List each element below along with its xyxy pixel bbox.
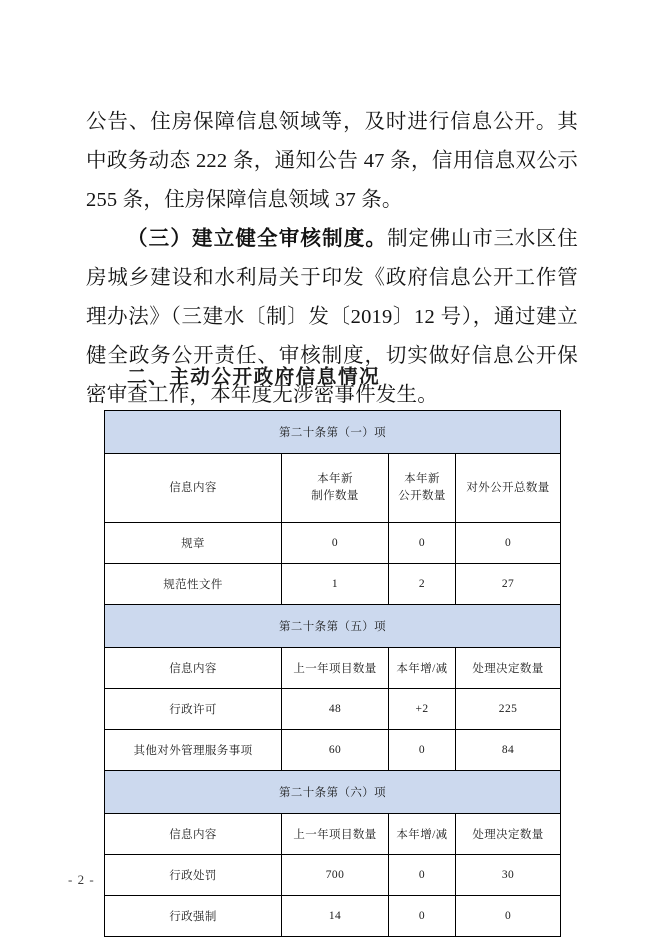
column-header: 处理决定数量 (456, 814, 561, 855)
row-value: 0 (389, 855, 456, 896)
section-title: 第二十条第（六）项 (105, 771, 561, 814)
row-value: 84 (456, 730, 561, 771)
paragraph-info-disclosure (86, 103, 578, 220)
table-row (105, 855, 561, 896)
gov-info-table (104, 410, 561, 937)
section-title: 第二十条第（一）项 (105, 411, 561, 454)
row-value: 48 (282, 689, 389, 730)
table-section-header-row (105, 771, 561, 814)
column-header: 上一年项目数量 (282, 814, 389, 855)
row-value: 0 (456, 896, 561, 937)
row-label: 其他对外管理服务事项 (105, 730, 282, 771)
table-body (105, 411, 561, 937)
row-value: 0 (389, 523, 456, 564)
row-value: 0 (389, 896, 456, 937)
paragraph-text: 公告、住房保障信息领域等，及时进行信息公开。其中政务动态 222 条，通知公告 47 条，信用信息双公示 255 条，住房保障信息领域 37 条。 (86, 111, 578, 211)
row-label: 行政处罚 (105, 855, 282, 896)
column-header-line2: 公开数量 (398, 490, 446, 502)
column-header: 本年增/减 (389, 648, 456, 689)
table-column-header-row (105, 814, 561, 855)
column-header: 上一年项目数量 (282, 648, 389, 689)
column-header-line1: 本年新 (404, 473, 440, 485)
row-value: 14 (282, 896, 389, 937)
paragraph-lead: （三）建立健全审核制度。 (127, 228, 388, 250)
row-value: 30 (456, 855, 561, 896)
column-header (105, 454, 282, 523)
row-value: +2 (389, 689, 456, 730)
row-value: 60 (282, 730, 389, 771)
column-header (282, 454, 389, 523)
column-header-line1: 本年新 (317, 473, 353, 485)
row-value: 0 (282, 523, 389, 564)
row-label: 行政许可 (105, 689, 282, 730)
section-heading: 二、主动公开政府信息情况 (127, 366, 381, 388)
table-column-header-row (105, 648, 561, 689)
column-header-line1: 对外公开总数量 (466, 481, 550, 494)
table-row (105, 689, 561, 730)
row-value: 27 (456, 564, 561, 605)
column-header: 信息内容 (105, 814, 282, 855)
table-section-header-row (105, 605, 561, 648)
row-label: 行政强制 (105, 896, 282, 937)
table-section-header-row (105, 411, 561, 454)
row-label: 规范性文件 (105, 564, 282, 605)
column-header: 处理决定数量 (456, 648, 561, 689)
column-header (389, 454, 456, 523)
gov-info-table-wrap (104, 410, 560, 937)
column-header (456, 454, 561, 523)
table-column-header-row (105, 454, 561, 523)
table-row (105, 523, 561, 564)
column-header: 本年增/减 (389, 814, 456, 855)
column-header-line2: 制作数量 (311, 490, 359, 502)
row-label: 规章 (105, 523, 282, 564)
row-value: 700 (282, 855, 389, 896)
paragraph-text: 制定佛山市三水区住房城乡建设和水利局关于印发《政府信息公开工作管理办法》（三建水〔制〕发〔2019〕12 号），通过建立健全政务公开责任、审核制度，切实做好信息公开保密审查工作，本年度无涉密事件发生。 (86, 228, 578, 406)
column-header: 信息内容 (105, 648, 282, 689)
section-title: 第二十条第（五）项 (105, 605, 561, 648)
row-value: 0 (456, 523, 561, 564)
row-value: 1 (282, 564, 389, 605)
row-value: 225 (456, 689, 561, 730)
page-number: - 2 - (68, 872, 95, 887)
row-value: 0 (389, 730, 456, 771)
column-header-line1: 信息内容 (169, 481, 217, 494)
row-value: 2 (389, 564, 456, 605)
table-row (105, 564, 561, 605)
table-row (105, 730, 561, 771)
table-row (105, 896, 561, 937)
